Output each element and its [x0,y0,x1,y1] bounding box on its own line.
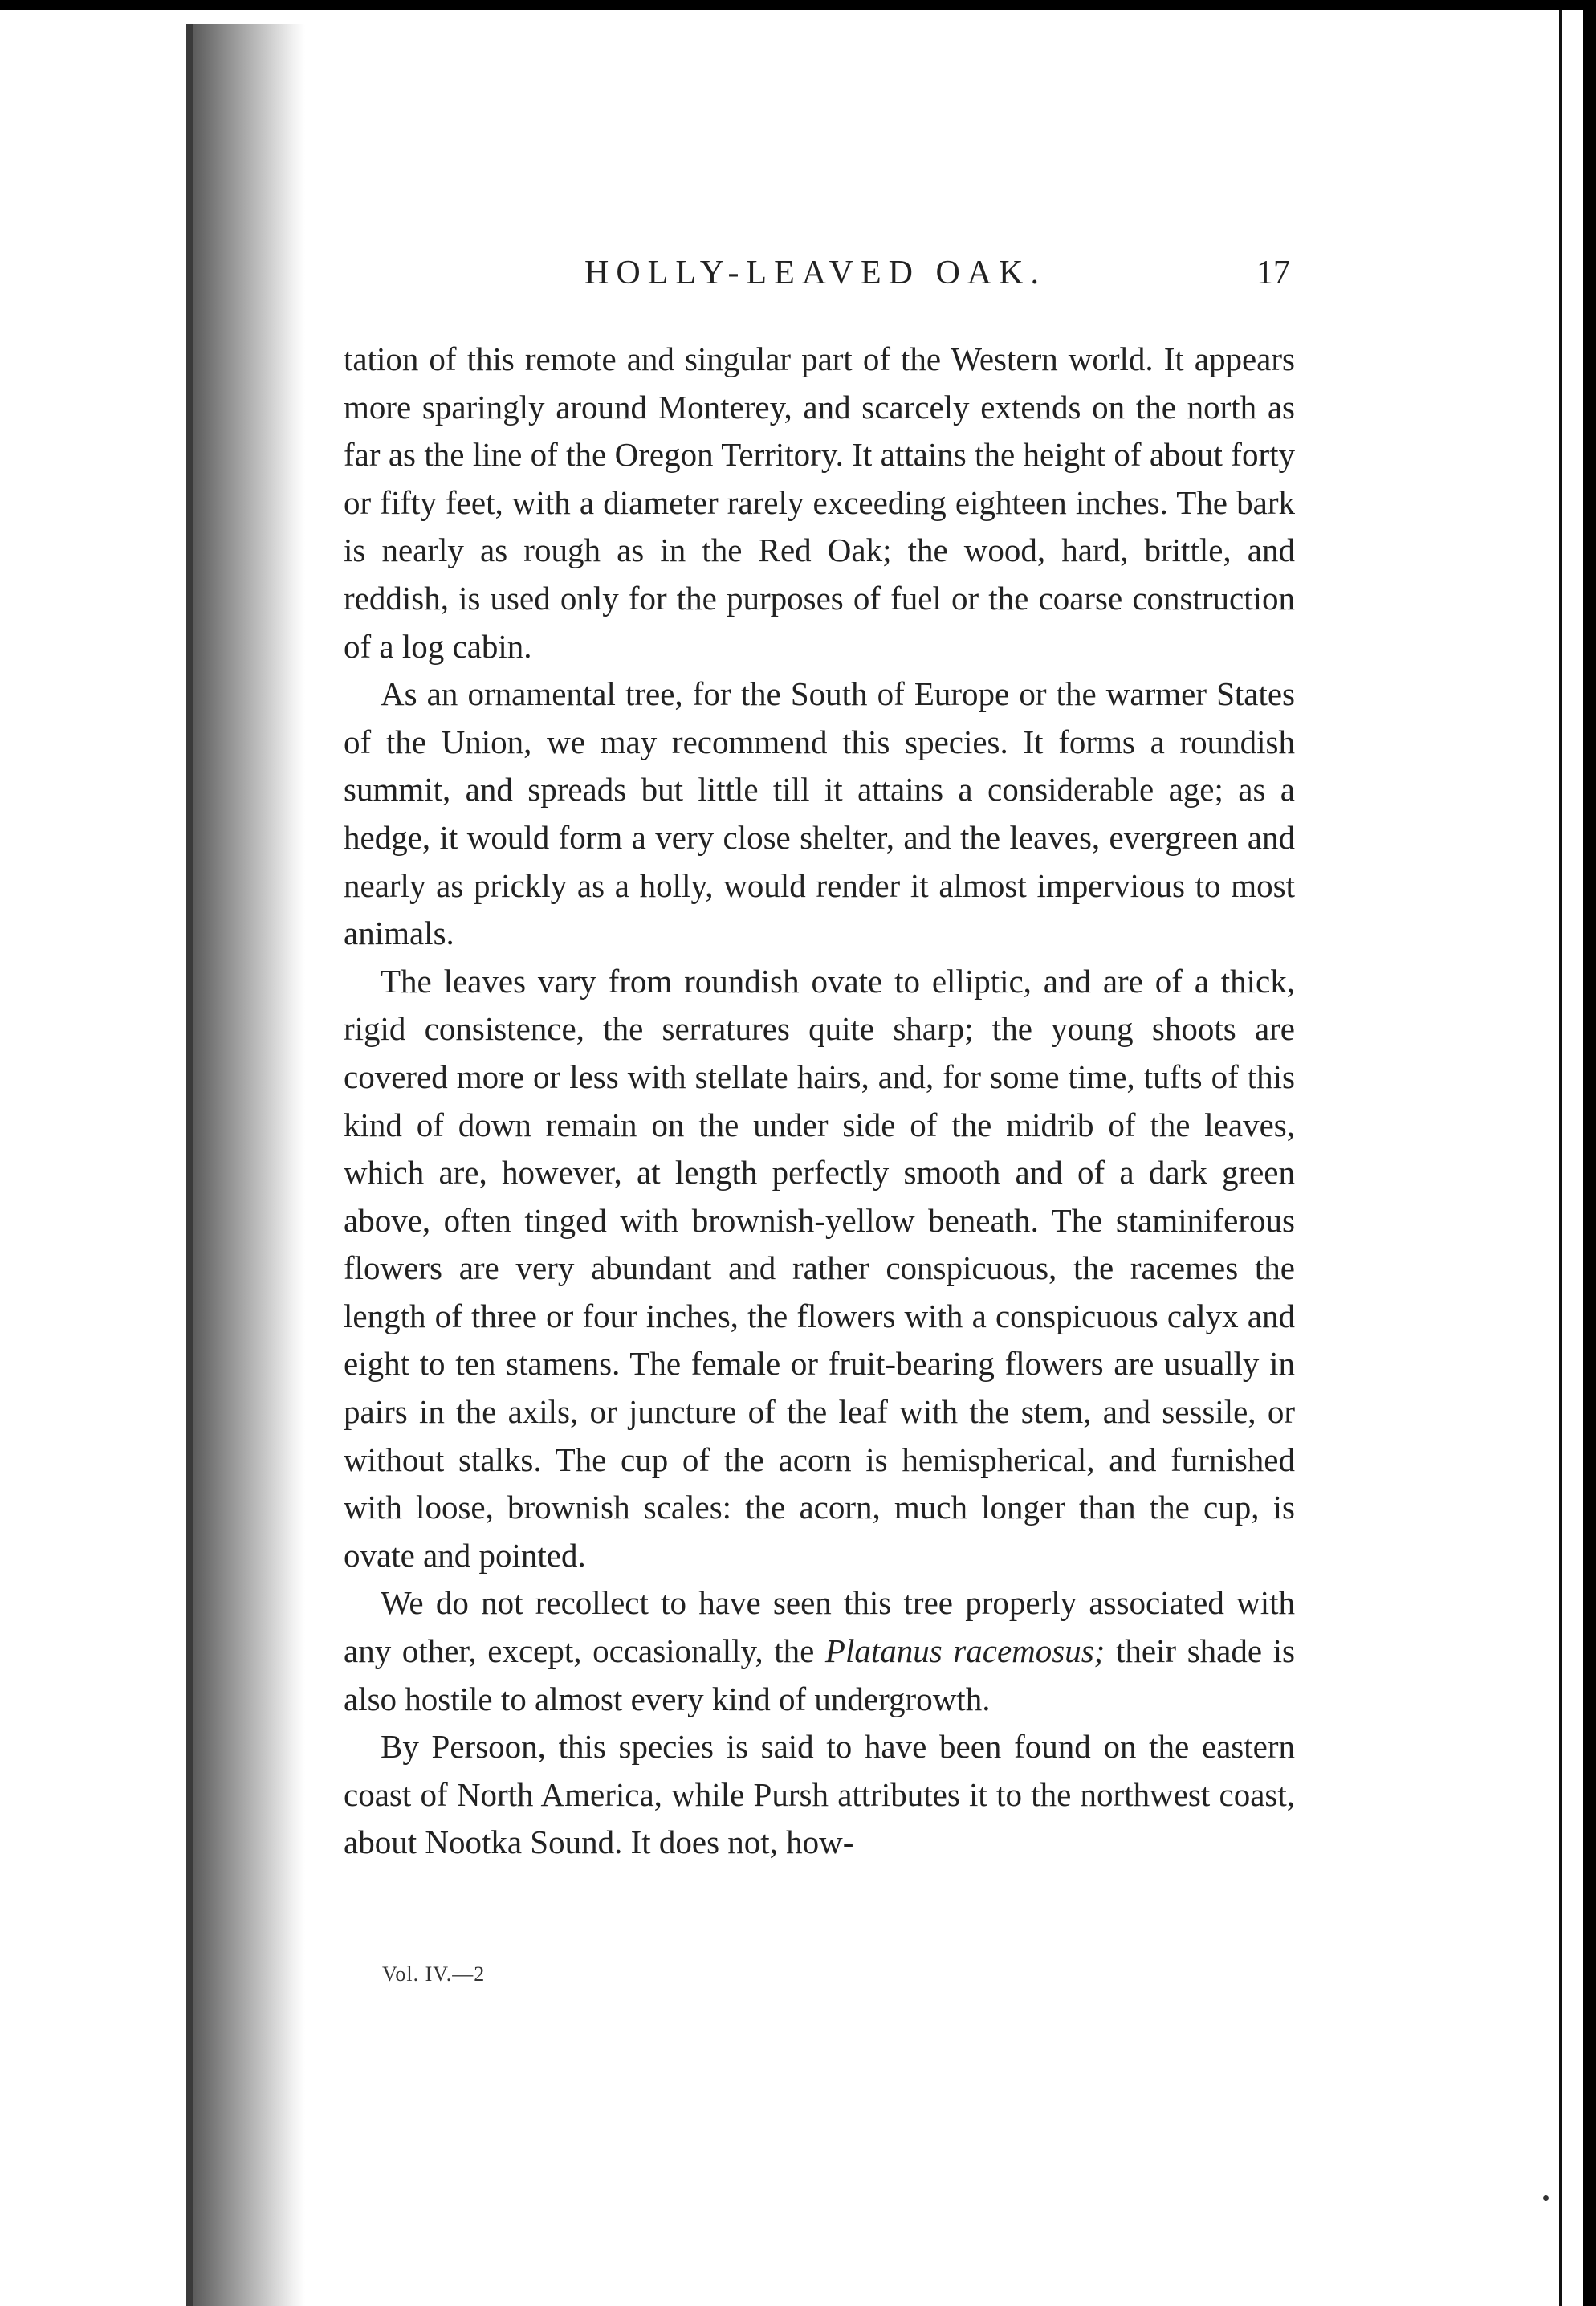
running-head: HOLLY-LEAVED OAK. [584,255,1046,291]
page-number: 17 [1256,255,1290,291]
scan-right-inner-line [1559,10,1562,2306]
scan-right-border [1583,0,1596,2306]
scan-top-border [0,0,1596,10]
signature-mark: Vol. IV.—2 [382,1962,486,1986]
paragraph: The leaves vary from roundish ovate to elliptic, and are of a thick, rigid consistence, the serratures quite sharp; the young shoots are covered more or less with stellate hairs, and, for some time, tufts of this kind of down remain on the under side of the midrib of the leaves, which are, however, at length perfectly smooth and of a dark green above, often tinged with brownish-yellow beneath. The staminiferous flowers are very abundant and rather conspicuous, the racemes the length of three or four inches, the flowers with a conspicuous calyx and eight to ten stamens. The female or fruit-bearing flowers are usually in pairs in the axils, or juncture of the leaf with the stem, and sessile, or without stalks. The cup of the acorn is hemispherical, and furnished with loose, brownish scales: the acorn, much longer than the cup, is ovate and pointed. [344,962,1295,1574]
body-text [344,336,1295,1867]
paragraph: tation of this remote and singular part of the Western world. It appears more sparingly around Monterey, and scarcely extends on the north as far as the line of the Oregon Territory. It attains the height of about forty or fifty feet, with a diameter rarely exceeding eighteen inches. The bark is nearly as rough as in the Red Oak; the wood, hard, brittle, and reddish, is used only for the purposes of fuel or the coarse construction of a log cabin. [344,340,1295,665]
scan-speck [1543,2195,1549,2201]
paragraph-text: their shade is also hostile to almost every kind of undergrowth. [344,1632,1295,1717]
paragraph [344,1579,1295,1723]
species-name-italic: Platanus racemosus; [824,1632,1105,1670]
book-gutter-shadow [193,24,305,2306]
paragraph: As an ornamental tree, for the South of Europe or the warmer States of the Union, we may recommend this species. It forms a roundish summit, and spreads but little till it attains a considerable age; as a hedge, it would form a very close shelter, and the leaves, evergreen and nearly as prickly as a holly, would render it almost impervious to most animals. [344,675,1295,952]
paragraph: By Persoon, this species is said to have been found on the eastern coast of North America, while Pursh attributes it to the northwest coast, about Nootka Sound. It does not, how- [344,1728,1295,1861]
paragraph-text: We do not recollect to have seen this tree properly associated with any other, except, occasionally, the [344,1584,1295,1670]
